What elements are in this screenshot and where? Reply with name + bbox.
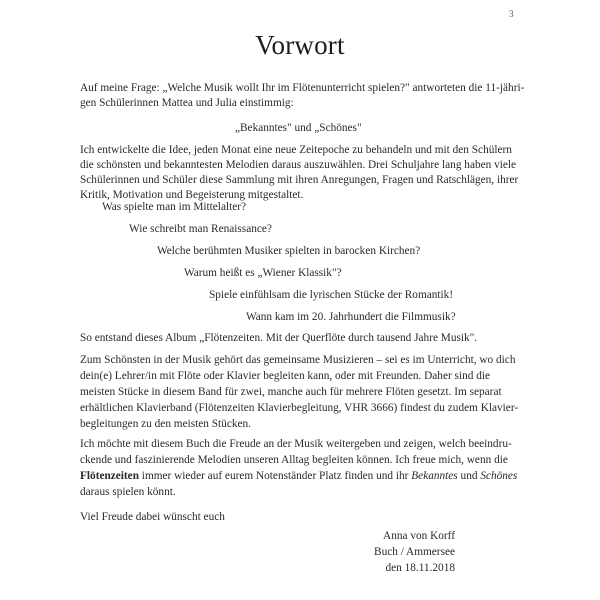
idea-line-2: die schönsten und bekanntesten Melodien daraus auszuwählen. Drei Schuljahre lang haben viele — [80, 159, 517, 171]
page-title: Vorwort — [255, 30, 345, 60]
signature-date: den 18.11.2018 — [385, 562, 455, 574]
question-item: Warum heißt es „Wiener Klassik"? — [184, 267, 342, 279]
idea-line-1: Ich entwickelte die Idee, jeden Monat eine neue Zeitepoche zu behandeln und mit den Schülern — [80, 144, 512, 156]
music-line-5: begleitungen zu den meisten Stücken. — [80, 418, 251, 430]
closing-line-3 — [80, 469, 517, 484]
music-line-2: dein(e) Lehrer/in mit Flöte oder Klavier begleiten kann, oder mit Freunden. Daher sind die — [80, 370, 491, 382]
closing-line-3-text: immer wieder auf eurem Notenständer Platz finden und ihr — [138, 470, 412, 482]
question-item: Wie schreibt man Renaissance? — [129, 223, 272, 235]
greeting: Viel Freude dabei wünscht euch — [80, 511, 225, 523]
book-title-bold: Flötenzeiten — [80, 470, 139, 482]
question-item: Spiele einfühlsam die lyrischen Stücke der Romantik! — [209, 289, 454, 301]
intro-line-2: gen Schülerinnen Mattea und Julia einstimmig: — [80, 97, 294, 109]
closing-line-1: Ich möchte mit diesem Buch die Freude an der Musik weitergeben und zeigen, welch beeindru- — [80, 438, 512, 450]
music-line-1: Zum Schönsten in der Musik gehört das gemeinsame Musizieren – sei es im Unterricht, wo dich — [80, 354, 516, 366]
idea-line-3: Schülerinnen und Schüler diese Sammlung mit ihren Anregungen, Fragen und Ratschlägen, ihrer — [80, 174, 519, 186]
question-item: Wann kam im 20. Jahrhundert die Filmmusik? — [246, 311, 456, 323]
italic-schoenes: Schönes — [480, 470, 518, 482]
album-line: So entstand dieses Album „Flötenzeiten. Mit der Querflöte durch tausend Jahre Musik". — [80, 332, 478, 344]
music-line-3: meisten Stücke in diesem Band für zwei, manche auch für mehrere Flöten gesetzt. Im separat — [80, 386, 502, 398]
question-item: Was spielte man im Mittelalter? — [102, 201, 247, 213]
question-item: Welche berühmten Musiker spielten in barocken Kirchen? — [157, 245, 421, 257]
closing-line-2: ckende und faszinierende Melodien unseren Alltag begleiten können. Ich freue mich, wenn die — [80, 454, 508, 466]
closing-line-3-and: und — [457, 470, 481, 482]
intro-quote: „Bekanntes" und „Schönes" — [235, 122, 362, 134]
closing-line-4: daraus spielen könnt. — [80, 486, 176, 498]
page-number: 3 — [509, 9, 514, 19]
italic-bekanntes: Bekanntes — [411, 470, 458, 482]
intro-line-1: Auf meine Frage: „Welche Musik wollt Ihr im Flötenunterricht spielen?" antworteten die 11-jähri- — [80, 82, 525, 94]
signature-place: Buch / Ammersee — [374, 546, 455, 558]
music-line-4: erhältlichen Klavierband (Flötenzeiten Klavierbegleitung, VHR 3666) findest du zudem Klavier- — [80, 402, 519, 414]
idea-line-4: Kritik, Motivation und Begeisterung mitgestaltet. — [80, 189, 304, 201]
signature-name: Anna von Korff — [383, 530, 455, 542]
